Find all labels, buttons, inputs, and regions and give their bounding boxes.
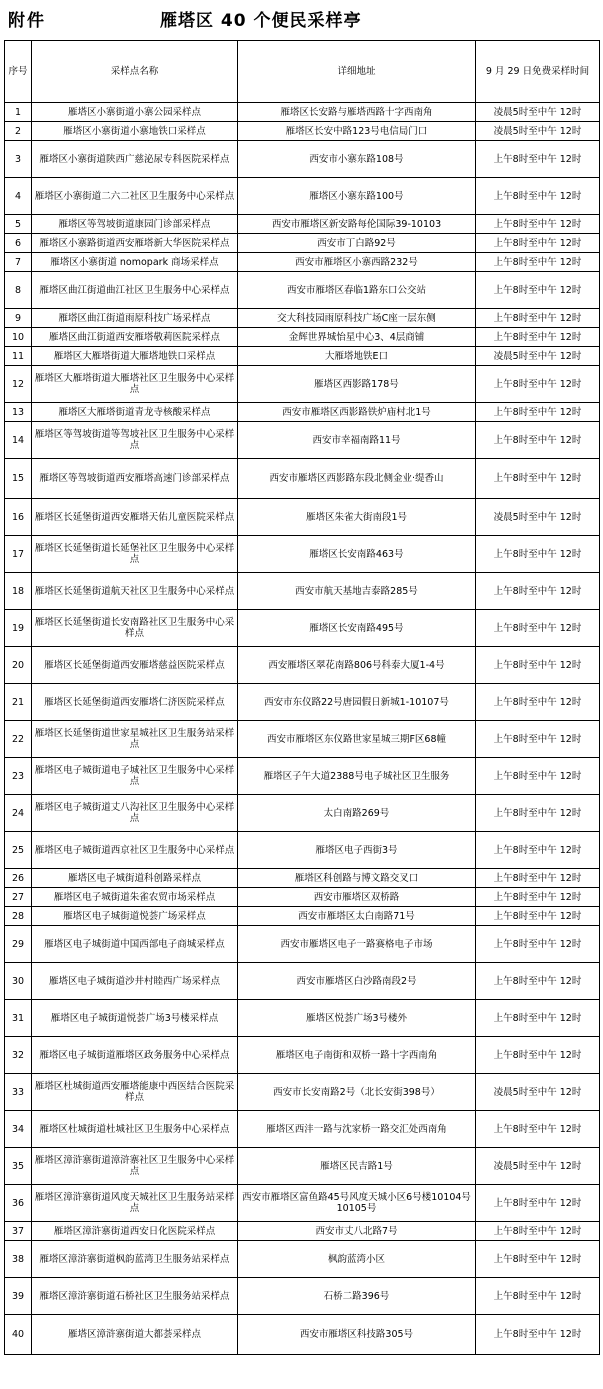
cell-address: 雁塔区朱雀大街南段1号: [238, 499, 476, 536]
cell-time: 上午8时至中午 12时: [476, 536, 600, 573]
cell-name: 雁塔区电子城街道西京社区卫生服务中心采样点: [32, 832, 238, 869]
cell-name: 雁塔区曲江街道雨原科技广场采样点: [32, 309, 238, 328]
cell-name: 雁塔区长延堡街道西安雁塔仁济医院采样点: [32, 684, 238, 721]
cell-no: 9: [5, 309, 32, 328]
cell-no: 31: [5, 1000, 32, 1037]
cell-name: 雁塔区大雁塔街道青龙寺核酸采样点: [32, 403, 238, 422]
cell-time: 凌晨5时至中午 12时: [476, 1074, 600, 1111]
table-row: [5, 141, 600, 178]
table-row: [5, 272, 600, 309]
cell-address: 西安市雁塔区科技路305号: [238, 1315, 476, 1355]
cell-no: 35: [5, 1148, 32, 1185]
cell-time: 上午8时至中午 12时: [476, 253, 600, 272]
cell-address: 雁塔区西沣一路与沈家桥一路交汇处西南角: [238, 1111, 476, 1148]
cell-address: 西安市幸福南路11号: [238, 422, 476, 459]
cell-time: 上午8时至中午 12时: [476, 328, 600, 347]
cell-no: 12: [5, 366, 32, 403]
cell-name: 雁塔区大雁塔街道大雁塔社区卫生服务中心采样点: [32, 366, 238, 403]
cell-time: 上午8时至中午 12时: [476, 1000, 600, 1037]
cell-no: 19: [5, 610, 32, 647]
table-row: [5, 1074, 600, 1111]
table-row: [5, 103, 600, 122]
cell-name: 雁塔区小寨街道 nomopark 商场采样点: [32, 253, 238, 272]
cell-no: 36: [5, 1185, 32, 1222]
cell-name: 雁塔区漳浒寨街道石桥社区卫生服务站采样点: [32, 1278, 238, 1315]
cell-address: 石桥二路396号: [238, 1278, 476, 1315]
cell-time: 上午8时至中午 12时: [476, 234, 600, 253]
table-row: [5, 122, 600, 141]
cell-address: 西安市雁塔区小寨西路232号: [238, 253, 476, 272]
cell-time: 上午8时至中午 12时: [476, 366, 600, 403]
cell-no: 13: [5, 403, 32, 422]
cell-time: 上午8时至中午 12时: [476, 1111, 600, 1148]
cell-time: 上午8时至中午 12时: [476, 178, 600, 215]
cell-name: 雁塔区长延堡街道西安雁塔慈益医院采样点: [32, 647, 238, 684]
cell-address: 西安市雁塔区东仪路世家星城三期F区68幢: [238, 721, 476, 758]
cell-address: 金辉世界城怡星中心3、4层商铺: [238, 328, 476, 347]
cell-name: 雁塔区长延堡街道长延堡社区卫生服务中心采样点: [32, 536, 238, 573]
cell-time: 上午8时至中午 12时: [476, 309, 600, 328]
column-header-address: 详细地址: [238, 41, 476, 103]
cell-no: 18: [5, 573, 32, 610]
cell-no: 29: [5, 926, 32, 963]
table-row: [5, 758, 600, 795]
cell-no: 17: [5, 536, 32, 573]
cell-no: 10: [5, 328, 32, 347]
cell-address: 西安市丈八北路7号: [238, 1222, 476, 1241]
cell-address: 雁塔区电子西街3号: [238, 832, 476, 869]
table-row: [5, 1278, 600, 1315]
cell-time: 上午8时至中午 12时: [476, 721, 600, 758]
table-row: [5, 366, 600, 403]
cell-no: 26: [5, 869, 32, 888]
cell-no: 39: [5, 1278, 32, 1315]
cell-address: 西安市雁塔区双桥路: [238, 888, 476, 907]
cell-address: 西安市雁塔区富鱼路45号风度天城小区6号楼10104号10105号: [238, 1185, 476, 1222]
cell-name: 雁塔区电子城街道丈八沟社区卫生服务中心采样点: [32, 795, 238, 832]
cell-address: 西安市雁塔区西影路铁炉庙村北1号: [238, 403, 476, 422]
cell-no: 16: [5, 499, 32, 536]
cell-time: 凌晨5时至中午 12时: [476, 122, 600, 141]
cell-no: 4: [5, 178, 32, 215]
cell-name: 雁塔区漳浒寨街道风度天城社区卫生服务站采样点: [32, 1185, 238, 1222]
cell-address: 西安市雁塔区春临1路东口公交站: [238, 272, 476, 309]
cell-time: 上午8时至中午 12时: [476, 1315, 600, 1355]
table-row: [5, 253, 600, 272]
cell-name: 雁塔区电子城街道悦荟广场3号楼采样点: [32, 1000, 238, 1037]
cell-time: 凌晨5时至中午 12时: [476, 499, 600, 536]
cell-no: 33: [5, 1074, 32, 1111]
cell-time: 凌晨5时至中午 12时: [476, 1148, 600, 1185]
cell-name: 雁塔区电子城街道朱雀农贸市场采样点: [32, 888, 238, 907]
table-row: [5, 721, 600, 758]
cell-address: 雁塔区科创路与博文路交叉口: [238, 869, 476, 888]
cell-time: 上午8时至中午 12时: [476, 684, 600, 721]
cell-time: 上午8时至中午 12时: [476, 926, 600, 963]
cell-address: 交大科技园雨原科技广场C座一层东侧: [238, 309, 476, 328]
column-header-no: 序号: [5, 41, 32, 103]
cell-no: 38: [5, 1241, 32, 1278]
cell-time: 上午8时至中午 12时: [476, 1185, 600, 1222]
cell-no: 34: [5, 1111, 32, 1148]
cell-name: 雁塔区曲江街道曲江社区卫生服务中心采样点: [32, 272, 238, 309]
cell-no: 8: [5, 272, 32, 309]
cell-time: 上午8时至中午 12时: [476, 963, 600, 1000]
table-row: [5, 178, 600, 215]
cell-time: 上午8时至中午 12时: [476, 647, 600, 684]
cell-no: 7: [5, 253, 32, 272]
cell-name: 雁塔区电子城街道雁塔区政务服务中心采样点: [32, 1037, 238, 1074]
cell-time: 上午8时至中午 12时: [476, 459, 600, 499]
cell-address: 西安市雁塔区白沙路南段2号: [238, 963, 476, 1000]
cell-no: 2: [5, 122, 32, 141]
table-row: [5, 1241, 600, 1278]
table-row: [5, 926, 600, 963]
table-row: [5, 1037, 600, 1074]
document-title: 雁塔区 40 个便民采样亭: [160, 11, 362, 31]
cell-address: 雁塔区悦荟广场3号楼外: [238, 1000, 476, 1037]
cell-name: 雁塔区漳浒寨街道大都荟采样点: [32, 1315, 238, 1355]
table-row: [5, 1315, 600, 1355]
cell-address: 雁塔区子午大道2388号电子城社区卫生服务: [238, 758, 476, 795]
table-row: [5, 347, 600, 366]
cell-address: 雁塔区小寨东路100号: [238, 178, 476, 215]
table-header-row: [5, 41, 600, 103]
cell-address: 雁塔区长安路与雁塔西路十字西南角: [238, 103, 476, 122]
cell-address: 大雁塔地铁E口: [238, 347, 476, 366]
cell-no: 27: [5, 888, 32, 907]
cell-time: 上午8时至中午 12时: [476, 610, 600, 647]
cell-address: 西安市雁塔区电子一路赛格电子市场: [238, 926, 476, 963]
table-row: [5, 536, 600, 573]
cell-time: 上午8时至中午 12时: [476, 403, 600, 422]
cell-no: 30: [5, 963, 32, 1000]
cell-name: 雁塔区电子城街道电子城社区卫生服务中心采样点: [32, 758, 238, 795]
cell-no: 15: [5, 459, 32, 499]
cell-name: 雁塔区曲江街道西安雁塔敬莉医院采样点: [32, 328, 238, 347]
cell-name: 雁塔区长延堡街道世家星城社区卫生服务站采样点: [32, 721, 238, 758]
cell-address: 西安市小寨东路108号: [238, 141, 476, 178]
cell-name: 雁塔区小寨路街道西安雁塔新大华医院采样点: [32, 234, 238, 253]
cell-address: 西安市航天基地吉泰路285号: [238, 573, 476, 610]
cell-time: 上午8时至中午 12时: [476, 795, 600, 832]
cell-no: 24: [5, 795, 32, 832]
cell-name: 雁塔区电子城街道沙井村睦西广场采样点: [32, 963, 238, 1000]
cell-no: 11: [5, 347, 32, 366]
cell-name: 雁塔区电子城街道科创路采样点: [32, 869, 238, 888]
cell-address: 雁塔区电子南街和双桥一路十字西南角: [238, 1037, 476, 1074]
cell-time: 上午8时至中午 12时: [476, 869, 600, 888]
table-row: [5, 499, 600, 536]
cell-time: 上午8时至中午 12时: [476, 1278, 600, 1315]
table-body: [5, 103, 600, 1355]
cell-time: 上午8时至中午 12时: [476, 573, 600, 610]
cell-name: 雁塔区电子城街道悦荟广场采样点: [32, 907, 238, 926]
table-row: [5, 1111, 600, 1148]
cell-address: 太白南路269号: [238, 795, 476, 832]
cell-name: 雁塔区小寨街道小寨地铁口采样点: [32, 122, 238, 141]
table-row: [5, 888, 600, 907]
cell-time: 凌晨5时至中午 12时: [476, 347, 600, 366]
table-row: [5, 215, 600, 234]
cell-no: 6: [5, 234, 32, 253]
table-row: [5, 1000, 600, 1037]
cell-no: 1: [5, 103, 32, 122]
cell-no: 3: [5, 141, 32, 178]
cell-time: 上午8时至中午 12时: [476, 141, 600, 178]
cell-time: 上午8时至中午 12时: [476, 1037, 600, 1074]
cell-name: 雁塔区小寨街道二六二社区卫生服务中心采样点: [32, 178, 238, 215]
table-row: [5, 795, 600, 832]
cell-address: 西安市雁塔区新安路每伦国际39-10103: [238, 215, 476, 234]
cell-time: 上午8时至中午 12时: [476, 758, 600, 795]
cell-time: 上午8时至中午 12时: [476, 422, 600, 459]
table-row: [5, 907, 600, 926]
table-row: [5, 647, 600, 684]
cell-no: 23: [5, 758, 32, 795]
cell-name: 雁塔区杜城街道杜城社区卫生服务中心采样点: [32, 1111, 238, 1148]
cell-no: 21: [5, 684, 32, 721]
cell-address: 西安市东仪路22号唐园假日新城1-10107号: [238, 684, 476, 721]
cell-name: 雁塔区长延堡街道西安雁塔天佑儿童医院采样点: [32, 499, 238, 536]
cell-time: 上午8时至中午 12时: [476, 272, 600, 309]
table-row: [5, 832, 600, 869]
table-row: [5, 403, 600, 422]
column-header-name: 采样点名称: [32, 41, 238, 103]
cell-no: 25: [5, 832, 32, 869]
cell-name: 雁塔区小寨街道小寨公园采样点: [32, 103, 238, 122]
cell-time: 上午8时至中午 12时: [476, 1241, 600, 1278]
table-row: [5, 459, 600, 499]
cell-no: 37: [5, 1222, 32, 1241]
cell-address: 雁塔区民吉路1号: [238, 1148, 476, 1185]
cell-time: 凌晨5时至中午 12时: [476, 103, 600, 122]
cell-address: 西安市长安南路2号（北长安街398号）: [238, 1074, 476, 1111]
cell-name: 雁塔区等驾坡街道等驾坡社区卫生服务中心采样点: [32, 422, 238, 459]
cell-address: 雁塔区长安南路463号: [238, 536, 476, 573]
cell-time: 上午8时至中午 12时: [476, 215, 600, 234]
table-row: [5, 309, 600, 328]
cell-name: 雁塔区长延堡街道长安南路社区卫生服务中心采样点: [32, 610, 238, 647]
cell-name: 雁塔区长延堡街道航天社区卫生服务中心采样点: [32, 573, 238, 610]
cell-address: 西安市雁塔区太白南路71号: [238, 907, 476, 926]
cell-name: 雁塔区等驾坡街道康园门诊部采样点: [32, 215, 238, 234]
table-row: [5, 869, 600, 888]
cell-no: 5: [5, 215, 32, 234]
cell-name: 雁塔区杜城街道西安雁塔能康中西医结合医院采样点: [32, 1074, 238, 1111]
cell-time: 上午8时至中午 12时: [476, 1222, 600, 1241]
cell-address: 西安市雁塔区西影路东段北侧金业·缇香山: [238, 459, 476, 499]
cell-no: 28: [5, 907, 32, 926]
cell-no: 20: [5, 647, 32, 684]
cell-name: 雁塔区小寨街道陕西广慈泌尿专科医院采样点: [32, 141, 238, 178]
cell-address: 雁塔区西影路178号: [238, 366, 476, 403]
column-header-time: 9 月 29 日免费采样时间: [476, 41, 600, 103]
cell-address: 枫韵蓝湾小区: [238, 1241, 476, 1278]
table-row: [5, 328, 600, 347]
sampling-points-table: [4, 40, 600, 1355]
cell-address: 雁塔区长安中路123号电信局门口: [238, 122, 476, 141]
table-row: [5, 963, 600, 1000]
table-row: [5, 1148, 600, 1185]
cell-name: 雁塔区漳浒寨街道枫韵蓝湾卫生服务站采样点: [32, 1241, 238, 1278]
table-row: [5, 610, 600, 647]
cell-time: 上午8时至中午 12时: [476, 907, 600, 926]
table-row: [5, 684, 600, 721]
cell-no: 14: [5, 422, 32, 459]
cell-address: 西安雁塔区翠花南路806号科泰大厦1-4号: [238, 647, 476, 684]
table-row: [5, 1185, 600, 1222]
attachment-label: 附件: [8, 11, 46, 31]
cell-name: 雁塔区电子城街道中国西部电子商城采样点: [32, 926, 238, 963]
cell-time: 上午8时至中午 12时: [476, 832, 600, 869]
cell-address: 西安市丁白路92号: [238, 234, 476, 253]
cell-name: 雁塔区漳浒寨街道西安日化医院采样点: [32, 1222, 238, 1241]
cell-no: 22: [5, 721, 32, 758]
cell-name: 雁塔区等驾坡街道西安雁塔高速门诊部采样点: [32, 459, 238, 499]
cell-no: 32: [5, 1037, 32, 1074]
cell-address: 雁塔区长安南路495号: [238, 610, 476, 647]
document-header: [0, 0, 603, 40]
cell-name: 雁塔区大雁塔街道大雁塔地铁口采样点: [32, 347, 238, 366]
table-row: [5, 1222, 600, 1241]
cell-no: 40: [5, 1315, 32, 1355]
table-row: [5, 573, 600, 610]
cell-name: 雁塔区漳浒寨街道漳浒寨社区卫生服务中心采样点: [32, 1148, 238, 1185]
cell-time: 上午8时至中午 12时: [476, 888, 600, 907]
table-row: [5, 422, 600, 459]
table-row: [5, 234, 600, 253]
